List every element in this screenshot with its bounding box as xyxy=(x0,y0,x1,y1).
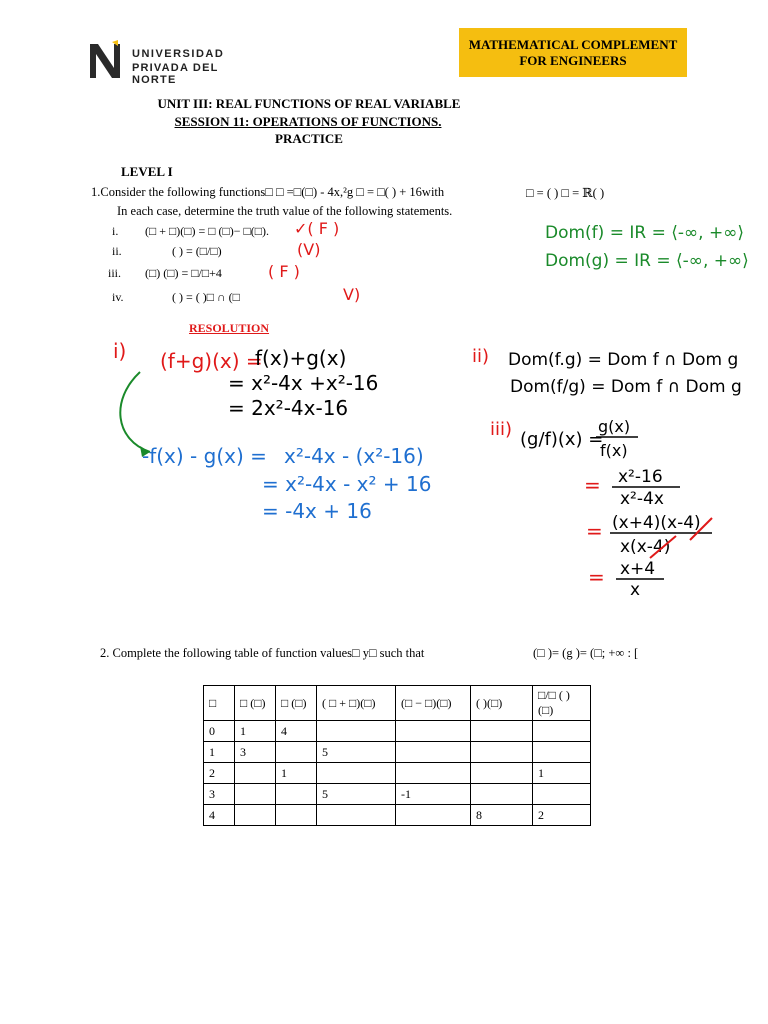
statement-number: iv. xyxy=(112,290,124,304)
table-cell xyxy=(235,784,276,805)
statement-text: ( ) = (□/□) xyxy=(172,244,222,258)
hand-b-line2: = x²-4x - x² + 16 xyxy=(262,472,432,496)
table-cell xyxy=(235,805,276,826)
hand-iii-den: f(x) xyxy=(600,441,628,460)
table-cell xyxy=(276,742,317,763)
statement-answer: ✓( F ) xyxy=(294,219,340,238)
statement-number: iii. xyxy=(108,266,122,280)
hand-i-line1-lhs: (f+g)(x) = xyxy=(160,349,263,373)
table-header: □ xyxy=(204,686,235,721)
table-cell xyxy=(235,763,276,784)
table-header: □ (□) xyxy=(276,686,317,721)
table-cell xyxy=(276,784,317,805)
university-name-line2: PRIVADA DEL NORTE xyxy=(132,62,219,86)
resolution-label: RESOLUTION xyxy=(189,321,270,335)
table-header: □ (□) xyxy=(235,686,276,721)
statement-text: ( ) = ( )□ ∩ (□ xyxy=(172,290,240,304)
table-cell: 0 xyxy=(204,721,235,742)
table-cell xyxy=(533,721,591,742)
table-cell: 3 xyxy=(235,742,276,763)
hand-dom-g: Dom(g) = IR = ⟨-∞, +∞⟩ xyxy=(545,251,749,271)
table-header: □/□ ( )(□) xyxy=(533,686,591,721)
hand-dom-f: Dom(f) = IR = ⟨-∞, +∞⟩ xyxy=(545,223,745,243)
hand-iii-s3-den: x xyxy=(630,580,641,600)
table-cell xyxy=(396,805,471,826)
table-cell: 5 xyxy=(317,784,396,805)
hand-b-line1-rhs: x²-4x - (x²-16) xyxy=(284,444,424,468)
table-row xyxy=(204,805,591,826)
table-header: ( □ + □)(□) xyxy=(317,686,396,721)
table-cell xyxy=(471,721,533,742)
table-cell xyxy=(396,721,471,742)
table-cell xyxy=(471,742,533,763)
table-cell: 1 xyxy=(235,721,276,742)
hand-iii-num: g(x) xyxy=(598,417,631,436)
statement-answer: ( F ) xyxy=(268,262,300,281)
table-cell xyxy=(471,763,533,784)
table-cell xyxy=(396,742,471,763)
table-cell: 4 xyxy=(204,805,235,826)
hand-ii-line1: Dom(f.g) = Dom f ∩ Dom g xyxy=(508,350,739,370)
statement-text: (□ + □)(□) = □ (□)− □(□). xyxy=(145,224,270,238)
table-cell: 1 xyxy=(533,763,591,784)
table-row xyxy=(204,721,591,742)
course-title-line1: MATHEMATICAL COMPLEMENT xyxy=(468,36,678,52)
table-row xyxy=(204,784,591,805)
hand-iii-lhs: (g/f)(x) = xyxy=(520,429,604,450)
statement-answer: V) xyxy=(343,285,361,304)
hand-i-line3: = 2x²-4x-16 xyxy=(228,396,349,420)
question2-condition: (□ )= (g )= (□; +∞ : [ xyxy=(533,646,639,660)
table-cell xyxy=(396,763,471,784)
table-cell: 2 xyxy=(204,763,235,784)
question1-domain-note: □ = ( ) □ = ℝ( ) xyxy=(526,186,605,200)
table-cell xyxy=(317,721,396,742)
green-arrow-icon xyxy=(120,372,150,452)
statement-text: (□) (□) = □/□+4 xyxy=(145,266,222,280)
question1-intro: 1.Consider the following functions□ □ =□(□) - 4x,²g □ = □( ) + 16with xyxy=(91,185,445,199)
table-cell xyxy=(317,805,396,826)
table-cell xyxy=(276,805,317,826)
statement-number: ii. xyxy=(112,244,122,258)
table-cell: 2 xyxy=(533,805,591,826)
question1-instruction: In each case, determine the truth value of the following statements. xyxy=(117,204,453,218)
level-heading: LEVEL I xyxy=(121,164,173,179)
table-header: (□ − □)(□) xyxy=(396,686,471,721)
hand-i-line1-rhs: f(x)+g(x) xyxy=(255,346,347,370)
hand-iii-s3-num: x+4 xyxy=(620,559,656,579)
hand-b-line3: = -4x + 16 xyxy=(262,499,372,523)
table-row xyxy=(204,742,591,763)
session-title-text: SESSION 11: OPERATIONS OF FUNCTIONS. xyxy=(174,114,442,129)
hand-iii-s1-num: x²-16 xyxy=(618,467,663,487)
question2-text: 2. Complete the following table of function values□ y□ such that xyxy=(100,646,425,660)
hand-b-line1-lhs: -f(x) - g(x) = xyxy=(142,444,267,468)
hand-part-iii-label: iii) xyxy=(490,419,513,440)
table-cell xyxy=(533,784,591,805)
table-cell: 1 xyxy=(276,763,317,784)
unit-title: UNIT III: REAL FUNCTIONS OF REAL VARIABLE xyxy=(157,96,461,111)
table-cell: 3 xyxy=(204,784,235,805)
practice-title: PRACTICE xyxy=(275,131,343,146)
table-row xyxy=(204,763,591,784)
statement-answer: (V) xyxy=(297,240,321,259)
hand-eq: = xyxy=(584,473,601,497)
hand-eq: = xyxy=(586,519,603,543)
function-values-table xyxy=(203,685,591,826)
table-cell: 5 xyxy=(317,742,396,763)
hand-eq: = xyxy=(588,565,605,589)
table-cell xyxy=(317,763,396,784)
hand-iii-s2-den: x(x-4) xyxy=(620,537,671,557)
table-cell xyxy=(471,784,533,805)
course-title-line2: FOR ENGINEERS xyxy=(519,52,627,68)
hand-part-i-label: i) xyxy=(113,339,127,363)
table-header-row xyxy=(204,686,591,721)
table-cell xyxy=(533,742,591,763)
table-cell: -1 xyxy=(396,784,471,805)
hand-ii-line2: Dom(f/g) = Dom f ∩ Dom g xyxy=(510,377,742,397)
hand-i-line2: = x²-4x +x²-16 xyxy=(228,371,379,395)
table-header: ( )(□) xyxy=(471,686,533,721)
table-cell: 1 xyxy=(204,742,235,763)
table-cell: 4 xyxy=(276,721,317,742)
hand-iii-s2-num: (x+4)(x-4) xyxy=(612,513,701,533)
table-cell: 8 xyxy=(471,805,533,826)
hand-part-ii-label: ii) xyxy=(472,346,490,367)
university-name-line1: UNIVERSIDAD xyxy=(132,48,225,60)
hand-iii-s1-den: x²-4x xyxy=(620,489,664,509)
statement-number: i. xyxy=(112,224,119,238)
